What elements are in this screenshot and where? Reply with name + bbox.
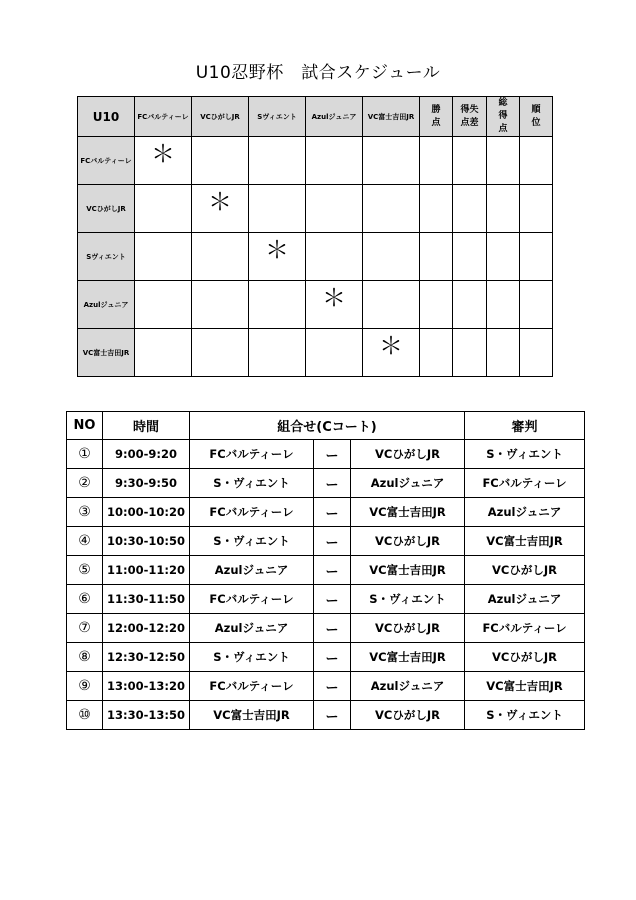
stat-header-line: 点 xyxy=(498,124,508,134)
result-cell xyxy=(135,281,192,329)
stat-cell xyxy=(453,233,487,281)
self-match-cell xyxy=(192,185,249,233)
result-cell xyxy=(249,137,306,185)
stat-cell xyxy=(487,233,520,281)
match-time: 13:30-13:50 xyxy=(103,701,190,730)
stat-cell xyxy=(453,281,487,329)
match-home-team: S・ヴィエント xyxy=(190,527,314,556)
stat-cell xyxy=(420,329,453,377)
match-home-team: Azulジュニア xyxy=(190,556,314,585)
match-row xyxy=(67,701,585,730)
self-match-cell xyxy=(363,329,420,377)
result-cell xyxy=(306,233,363,281)
match-referee: S・ヴィエント xyxy=(465,440,585,469)
match-home-team: Azulジュニア xyxy=(190,614,314,643)
match-away-team: Azulジュニア xyxy=(351,469,465,498)
self-match-mark: ＊ xyxy=(151,139,175,168)
match-referee: VC富士吉田JR xyxy=(465,672,585,701)
schedule-header-no: NO xyxy=(67,412,103,440)
match-home-team: FCバルティーレ xyxy=(190,585,314,614)
standings-corner: U10 xyxy=(78,97,135,137)
match-time: 10:30-10:50 xyxy=(103,527,190,556)
standings-header-row xyxy=(78,97,553,137)
match-row xyxy=(67,498,585,527)
self-match-cell xyxy=(249,233,306,281)
match-vs-dash: ー xyxy=(314,643,351,672)
match-time: 13:00-13:20 xyxy=(103,672,190,701)
match-referee: FCバルティーレ xyxy=(465,469,585,498)
schedule-table xyxy=(66,411,585,730)
match-vs-dash: ー xyxy=(314,672,351,701)
stat-cell xyxy=(420,233,453,281)
match-away-team: VCひがしJR xyxy=(351,440,465,469)
result-cell xyxy=(135,185,192,233)
result-cell xyxy=(249,329,306,377)
stat-header-line: 得失 xyxy=(460,104,479,115)
match-time: 11:00-11:20 xyxy=(103,556,190,585)
match-no: ⑦ xyxy=(67,614,103,643)
standings-col-team: Azulジュニア xyxy=(306,97,363,137)
match-away-team: VCひがしJR xyxy=(351,701,465,730)
result-cell xyxy=(249,281,306,329)
match-row xyxy=(67,440,585,469)
match-row xyxy=(67,527,585,556)
match-home-team: S・ヴィエント xyxy=(190,469,314,498)
match-vs-dash: ー xyxy=(314,585,351,614)
match-row xyxy=(67,585,585,614)
match-vs-dash: ー xyxy=(314,498,351,527)
standings-col-team: FCバルティーレ xyxy=(135,97,192,137)
standings-row-team: VC富士吉田JR xyxy=(78,329,135,377)
result-cell xyxy=(306,329,363,377)
result-cell xyxy=(363,137,420,185)
match-no: ① xyxy=(67,440,103,469)
schedule-header-matchup: 組合せ(Cコート) xyxy=(190,412,465,440)
match-vs-dash: ー xyxy=(314,701,351,730)
result-cell xyxy=(135,233,192,281)
match-away-team: VC富士吉田JR xyxy=(351,556,465,585)
standings-row-team: VCひがしJR xyxy=(78,185,135,233)
schedule-header-referee: 審判 xyxy=(465,412,585,440)
match-no: ⑩ xyxy=(67,701,103,730)
match-row xyxy=(67,614,585,643)
stat-cell xyxy=(520,281,553,329)
match-no: ⑥ xyxy=(67,585,103,614)
stat-cell xyxy=(520,233,553,281)
stat-header-line: 点 xyxy=(431,117,441,128)
match-vs-dash: ー xyxy=(314,527,351,556)
stat-cell xyxy=(453,137,487,185)
stat-header-line: 順 xyxy=(531,104,541,115)
result-cell xyxy=(306,185,363,233)
standings-row xyxy=(78,137,553,185)
match-referee: VCひがしJR xyxy=(465,643,585,672)
result-cell xyxy=(306,137,363,185)
self-match-mark: ＊ xyxy=(379,331,403,360)
match-referee: Azulジュニア xyxy=(465,585,585,614)
standings-row-team: Azulジュニア xyxy=(78,281,135,329)
match-away-team: S・ヴィエント xyxy=(351,585,465,614)
match-time: 9:00-9:20 xyxy=(103,440,190,469)
standings-col-team: VC富士吉田JR xyxy=(363,97,420,137)
match-time: 9:30-9:50 xyxy=(103,469,190,498)
stat-cell xyxy=(487,281,520,329)
stat-header-line: 総 xyxy=(498,98,508,108)
stat-cell xyxy=(420,137,453,185)
stat-cell xyxy=(453,185,487,233)
standings-row xyxy=(78,185,553,233)
result-cell xyxy=(192,137,249,185)
stat-cell xyxy=(487,329,520,377)
stat-cell xyxy=(420,185,453,233)
standings-col-goal-diff xyxy=(453,97,487,137)
match-time: 11:30-11:50 xyxy=(103,585,190,614)
match-vs-dash: ー xyxy=(314,556,351,585)
standings-table xyxy=(77,96,553,377)
standings-col-wins-points xyxy=(420,97,453,137)
stat-header-line: 点差 xyxy=(460,117,479,128)
match-referee: VC富士吉田JR xyxy=(465,527,585,556)
match-vs-dash: ー xyxy=(314,440,351,469)
match-referee: VCひがしJR xyxy=(465,556,585,585)
match-no: ⑨ xyxy=(67,672,103,701)
match-vs-dash: ー xyxy=(314,469,351,498)
match-away-team: VCひがしJR xyxy=(351,614,465,643)
match-referee: S・ヴィエント xyxy=(465,701,585,730)
result-cell xyxy=(363,281,420,329)
stat-cell xyxy=(453,329,487,377)
match-home-team: FCバルティーレ xyxy=(190,440,314,469)
match-no: ⑤ xyxy=(67,556,103,585)
stat-cell xyxy=(520,185,553,233)
self-match-mark: ＊ xyxy=(322,283,346,312)
result-cell xyxy=(192,281,249,329)
result-cell xyxy=(192,233,249,281)
match-row xyxy=(67,469,585,498)
match-home-team: FCバルティーレ xyxy=(190,498,314,527)
match-no: ② xyxy=(67,469,103,498)
match-referee: FCバルティーレ xyxy=(465,614,585,643)
stat-header-line: 勝 xyxy=(431,104,441,115)
match-row xyxy=(67,556,585,585)
stat-cell xyxy=(420,281,453,329)
self-match-cell xyxy=(306,281,363,329)
standings-col-rank xyxy=(520,97,553,137)
standings-row xyxy=(78,329,553,377)
standings-row xyxy=(78,233,553,281)
match-home-team: VC富士吉田JR xyxy=(190,701,314,730)
match-home-team: FCバルティーレ xyxy=(190,672,314,701)
self-match-mark: ＊ xyxy=(265,235,289,264)
schedule-header-row xyxy=(67,412,585,440)
result-cell xyxy=(363,185,420,233)
match-referee: Azulジュニア xyxy=(465,498,585,527)
result-cell xyxy=(135,329,192,377)
stat-header-line: 位 xyxy=(531,117,541,128)
standings-col-team: VCひがしJR xyxy=(192,97,249,137)
standings-col-team: Sヴィエント xyxy=(249,97,306,137)
result-cell xyxy=(192,329,249,377)
standings-row xyxy=(78,281,553,329)
match-time: 10:00-10:20 xyxy=(103,498,190,527)
match-no: ④ xyxy=(67,527,103,556)
match-away-team: VC富士吉田JR xyxy=(351,643,465,672)
stat-cell xyxy=(520,137,553,185)
match-away-team: VC富士吉田JR xyxy=(351,498,465,527)
stat-cell xyxy=(487,185,520,233)
standings-row-team: Sヴィエント xyxy=(78,233,135,281)
stat-cell xyxy=(487,137,520,185)
self-match-mark: ＊ xyxy=(208,187,232,216)
match-vs-dash: ー xyxy=(314,614,351,643)
match-no: ③ xyxy=(67,498,103,527)
match-time: 12:00-12:20 xyxy=(103,614,190,643)
stat-header-line: 得 xyxy=(498,111,508,121)
standings-row-team: FCバルティーレ xyxy=(78,137,135,185)
result-cell xyxy=(363,233,420,281)
match-away-team: Azulジュニア xyxy=(351,672,465,701)
match-time: 12:30-12:50 xyxy=(103,643,190,672)
match-row xyxy=(67,643,585,672)
match-away-team: VCひがしJR xyxy=(351,527,465,556)
self-match-cell xyxy=(135,137,192,185)
page-title: U10忍野杯 試合スケジュール xyxy=(195,63,441,83)
schedule-header-time: 時間 xyxy=(103,412,190,440)
match-no: ⑧ xyxy=(67,643,103,672)
standings-col-total-goals xyxy=(487,97,520,137)
match-row xyxy=(67,672,585,701)
result-cell xyxy=(249,185,306,233)
match-home-team: S・ヴィエント xyxy=(190,643,314,672)
stat-cell xyxy=(520,329,553,377)
